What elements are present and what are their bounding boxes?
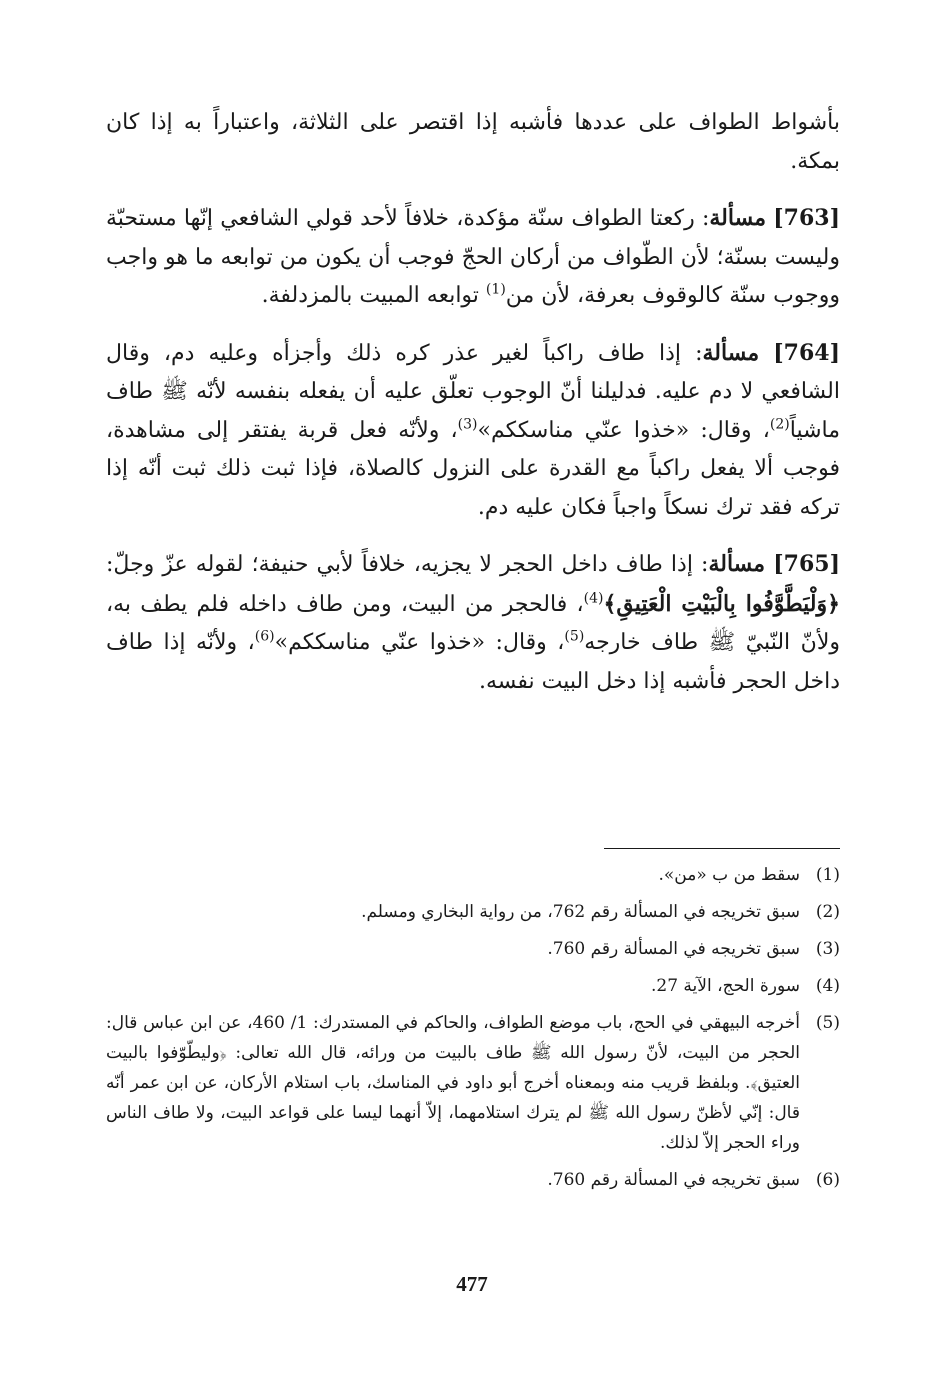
footnote-text: سبق تخريجه في المسألة رقم 762، من رواية البخاري ومسلم. bbox=[361, 902, 800, 922]
issue-text-tail: ، ولأنّه إذا طاف داخل الحجر فأشبه إذا دخل البيت نفسه. bbox=[106, 630, 840, 694]
footnotes bbox=[106, 860, 840, 1202]
issue-text-tail: ، ولأنّه فعل قربة يفتقر إلى مشاهدة، فوجب ألا يفعل راكباً مع القدرة على النزول كالصلاة، فإذا ثبت ذلك ثبت أنّه إذا تركه فقد ترك نسكاً واجباً فكان عليه دم. bbox=[106, 417, 840, 520]
issue-keyword: مسألة bbox=[702, 339, 760, 366]
footnote-number: (4) bbox=[815, 976, 840, 996]
footnote-number: (3) bbox=[815, 939, 840, 959]
footnote-ref[interactable]: (4) bbox=[583, 590, 604, 607]
footnote-item bbox=[106, 897, 840, 927]
footnote-ref[interactable]: (1) bbox=[485, 281, 506, 298]
footnote-ref[interactable]: (5) bbox=[564, 628, 585, 645]
footnote-text: سورة الحج، الآية 27. bbox=[650, 976, 800, 996]
issue-text-mid2: ، وقال: «خذوا عنّي مناسككم» bbox=[274, 630, 565, 655]
footnote-item bbox=[106, 934, 840, 964]
issue-763 bbox=[106, 199, 840, 316]
quran-verse: ﴿وَلْيَطَّوَّفُوا بِالْبَيْتِ الْعَتِيقِ﴾ bbox=[603, 590, 841, 617]
footnote-ref[interactable]: (3) bbox=[457, 416, 478, 433]
issue-text: : إذا طاف داخل الحجر لا يجزيه، خلافاً لأبي حنيفة؛ لقوله عزّ وجلّ: bbox=[106, 552, 709, 577]
issue-text-mid: ، فالحجر من البيت، ومن طاف داخله فلم يطف به، ولأنّ النّبيّ ﷺ طاف خارجه bbox=[106, 591, 840, 655]
issue-764 bbox=[106, 334, 840, 528]
issue-text-mid: ، وقال: «خذوا عنّي مناسككم» bbox=[477, 417, 770, 443]
issue-text: : ركعتا الطواف سنّة مؤكدة، خلافاً لأحد قولي الشافعي إنّها مستحبّة وليست بسنّة؛ لأن الطّواف من أركان الحجّ فوجب أن يكون من توابعه ما هو واجب ووجوب سنّة كالوقوف بعرفة، لأن من bbox=[106, 206, 840, 308]
issue-number: [763] bbox=[773, 205, 840, 231]
issue-number: [764] bbox=[773, 339, 840, 366]
footnote-ref[interactable]: (2) bbox=[769, 416, 790, 433]
footnote-text: أخرجه البيهقي في الحج، باب موضع الطواف، والحاكم في المستدرك: 1/ 460، عن ابن عباس قال: الحجر من البيت، لأنّ رسول الله ﷺ طاف بالبيت من ورائه، قال الله تعالى: ﴿وليطّوّفوا بالبيت العتيق﴾. وبلفظ قريب منه وبمعناه أخرج أبو داود في المناسك، باب استلام الأركان، عن ابن عمر أنّه قال: إنّي لأظنّ رسول الله ﷺ لم يترك استلامهما، إلاّ أنهما ليسا على قواعد البيت، ولا طاف الناس وراء الحجر إلاّ لذلك. bbox=[106, 1013, 800, 1153]
footnote-item bbox=[106, 860, 840, 890]
issue-text: : إذا طاف راكباً لغير عذر كره ذلك وأجزأه وعليه دم، وقال الشافعي لا دم عليه. فدليلنا أنّ الوجوب تعلّق عليه أن يفعله بنفسه لأنّه ﷺ طاف ماشياً bbox=[106, 340, 840, 443]
footnote-item bbox=[106, 971, 840, 1001]
footnote-number: (2) bbox=[815, 902, 840, 922]
intro-paragraph: بأشواط الطواف على عددها فأشبه إذا اقتصر على الثلاثة، واعتباراً به إذا كان بمكة. bbox=[106, 110, 840, 174]
footnote-text: سقط من ب «من». bbox=[658, 865, 800, 885]
issue-keyword: مسألة bbox=[708, 551, 766, 577]
footnote-number: (1) bbox=[815, 865, 840, 885]
footnote-number: (6) bbox=[815, 1170, 840, 1190]
issue-text-tail: توابعه المبيت بالمزدلفة. bbox=[261, 283, 486, 308]
footnote-divider bbox=[604, 848, 840, 849]
footnote-ref[interactable]: (6) bbox=[254, 628, 275, 645]
footnote-item bbox=[106, 1008, 840, 1158]
issue-keyword: مسألة bbox=[709, 205, 766, 231]
issue-number: [765] bbox=[773, 551, 840, 577]
footnote-text: سبق تخريجه في المسألة رقم 760. bbox=[547, 1170, 800, 1190]
issue-765 bbox=[106, 545, 840, 701]
main-text bbox=[106, 104, 840, 719]
page-number: 477 bbox=[456, 1272, 488, 1296]
footnote-item bbox=[106, 1165, 840, 1195]
footnote-text: سبق تخريجه في المسألة رقم 760. bbox=[547, 939, 800, 959]
footnote-number: (5) bbox=[815, 1013, 840, 1033]
